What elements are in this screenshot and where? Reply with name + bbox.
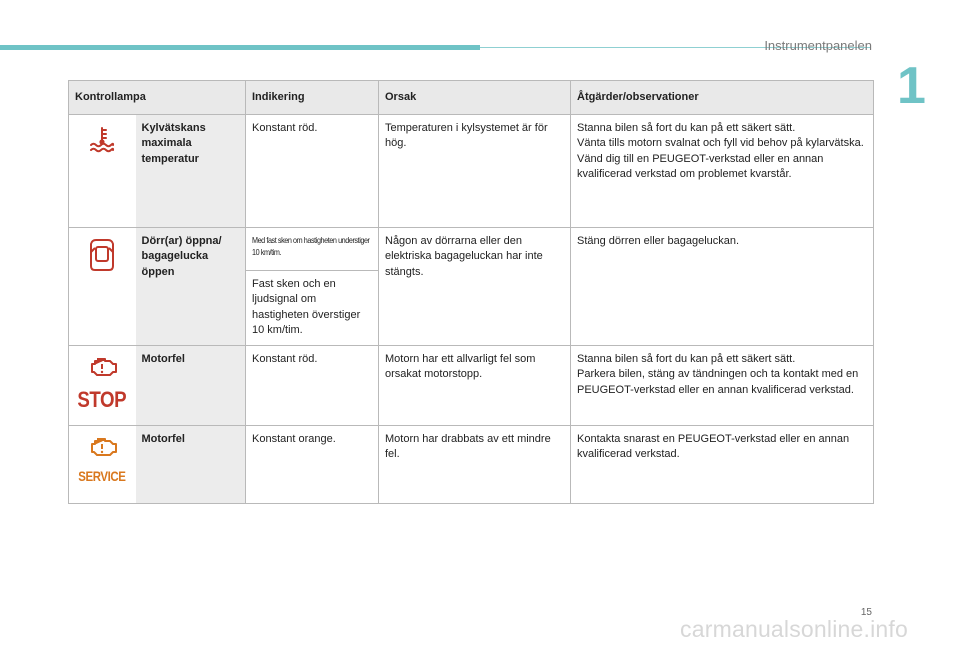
header-cause: Orsak [379,81,571,115]
icon-cell [69,426,136,504]
lamp-name: Motorfel [136,426,246,504]
cause-text: Motorn har ett allvarligt fel som orsakat motorstopp. [379,346,571,426]
section-title: Instrumentpanelen [764,38,872,53]
cause-text: Motorn har drabbats av ett mindre fel. [379,426,571,504]
indication-text: Konstant röd. [246,115,379,228]
table-row [69,228,874,271]
actions-text: Stäng dörren eller bagageluckan. [571,228,874,346]
header-accent-bar [0,45,480,50]
indication-text-small: Med fast sken om hastigheten understiger 10 km/tim. [252,235,370,257]
icon-cell [69,228,136,346]
lamp-name: Kylvätskans maximala temperatur [136,115,246,228]
coolant-temperature-icon [88,125,116,158]
door-open-icon [89,238,115,277]
actions-text: Stanna bilen så fort du kan på ett säkert sätt. Vänta tills motorn svalnat och fyll vid behov på kylarvätska. Vänd dig till en PEUGEOT-verkstad eller en annan kvalificerad verkstad om problemet kvarstår. [571,115,874,228]
cause-text: Någon av dörrarna eller den elektriska bagageluckan har inte stängts. [379,228,571,346]
header-indication: Indikering [246,81,379,115]
indication-text: Konstant orange. [246,426,379,504]
lamp-name: Dörr(ar) öppna/ bagagelucka öppen [136,228,246,346]
header-lamp: Kontrollampa [69,81,246,115]
cause-text: Temperaturen i kylsystemet är för hög. [379,115,571,228]
table-header-row [69,81,874,115]
table-row [69,426,874,504]
engine-stop-icon [73,356,131,411]
icon-cell [69,115,136,228]
lamp-name: Motorfel [136,346,246,426]
service-label: SERVICE [78,468,126,485]
chapter-number: 1 [897,57,926,115]
engine-service-icon [73,436,131,483]
stop-label: STOP [77,387,127,413]
indication-text [246,228,379,271]
watermark: carmanualsonline.info [680,616,908,642]
indication-text-2: Fast sken och en ljudsignal om hastigheten överstiger 10 km/tim. [246,271,379,346]
header-actions: Åtgärder/observationer [571,81,874,115]
table-row [69,115,874,228]
warning-lamp-table [68,80,874,504]
table-row [69,346,874,426]
page-number: 15 [860,607,872,618]
actions-text: Kontakta snarast en PEUGEOT-verkstad eller en annan kvalificerad verkstad. [571,426,874,504]
indication-text: Konstant röd. [246,346,379,426]
actions-text: Stanna bilen så fort du kan på ett säkert sätt. Parkera bilen, stäng av tändningen och ta kontakt med en PEUGEOT-verkstad eller en annan kvalificerad verkstad. [571,346,874,426]
icon-cell [69,346,136,426]
